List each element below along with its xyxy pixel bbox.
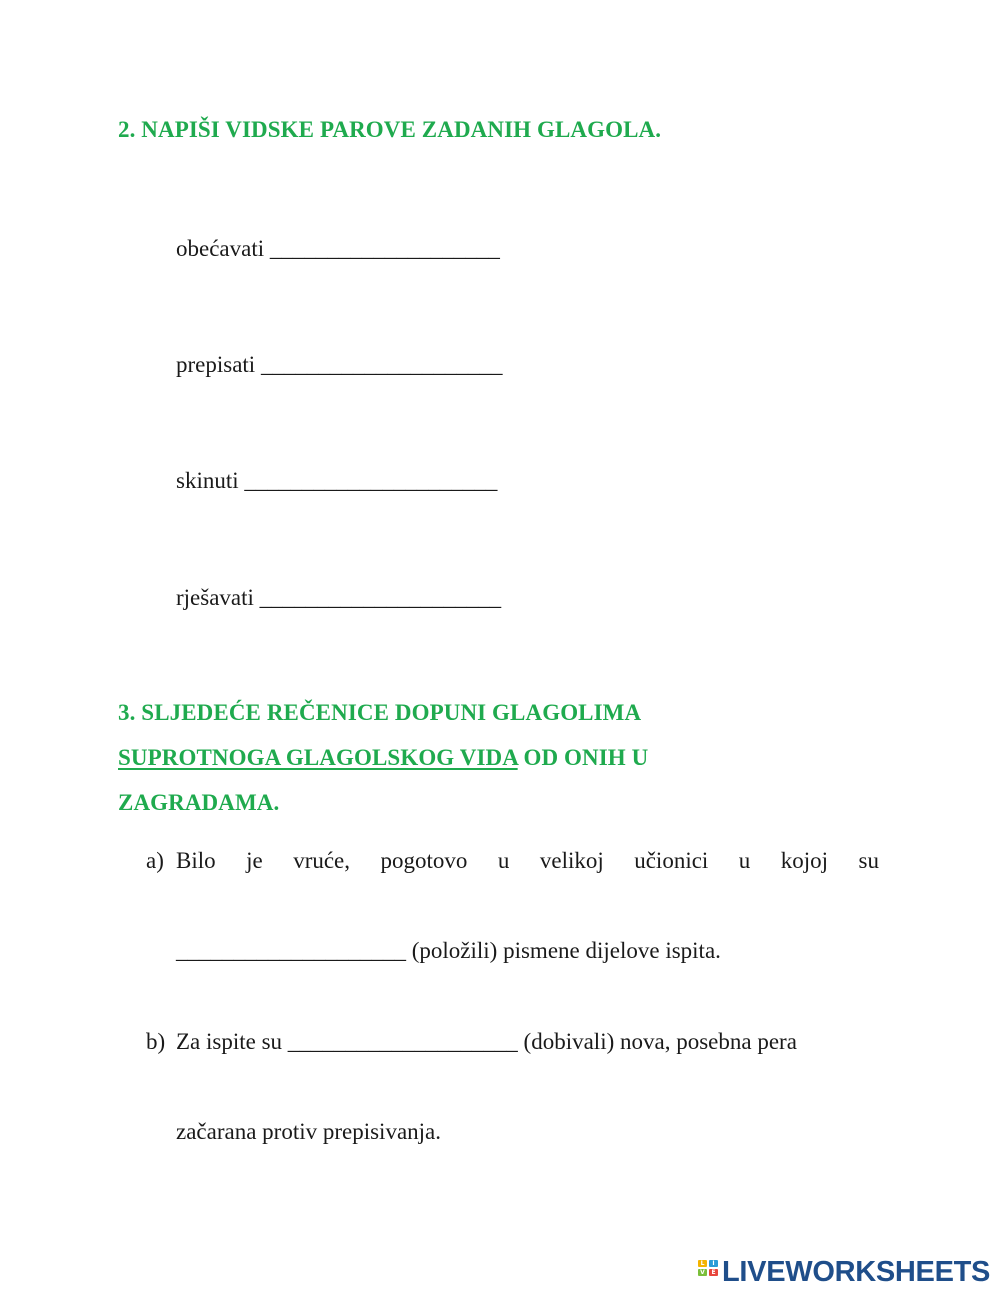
sentence-b-marker: b) [146, 1029, 166, 1054]
logo-mark-icon [698, 1260, 720, 1286]
sentence-a-rest: (položili) pismene dijelove ispita. [406, 938, 721, 963]
logo-text: LIVEWORKSHEETS [722, 1256, 991, 1288]
answer-blank[interactable]: ____________________ [269, 236, 500, 261]
logo-letter-tile: E [709, 1269, 718, 1276]
sentence-a-line1: Bilo je vruće, pogotovo u velikoj učionici u kojoj su [176, 848, 879, 873]
sentence-b-rest: (dobivali) nova, posebna pera [517, 1029, 797, 1054]
verb-label: prepisati [176, 352, 256, 377]
task3-heading-line2 [118, 745, 648, 771]
sentence-b-line2: začarana protiv prepisivanja. [176, 1119, 442, 1144]
task3-heading-line3: ZAGRADAMA. [118, 790, 280, 815]
task2-item-1 [176, 236, 500, 262]
logo-letter-tile: V [698, 1269, 707, 1276]
sentence-b-line1 [176, 1029, 797, 1055]
answer-blank[interactable]: ____________________ [287, 1029, 518, 1054]
verb-label: rješavati [176, 585, 254, 610]
sentence-a-marker: a) [146, 848, 164, 873]
sentence-a-line2 [176, 938, 721, 964]
task2-heading: 2. NAPIŠI VIDSKE PAROVE ZADANIH GLAGOLA. [118, 117, 662, 142]
logo-letter-tile: L [698, 1260, 707, 1267]
answer-blank[interactable]: ______________________ [244, 468, 498, 493]
verb-label: skinuti [176, 468, 239, 493]
task2-item-4 [176, 585, 501, 611]
verb-label: obećavati [176, 236, 265, 261]
task3-heading-line1: 3. SLJEDEĆE REČENICE DOPUNI GLAGOLIMA [118, 700, 642, 725]
task3-heading-underlined: SUPROTNOGA GLAGOLSKOG VIDA [118, 745, 518, 770]
answer-blank[interactable]: _____________________ [259, 585, 502, 610]
answer-blank[interactable]: ____________________ [176, 938, 406, 963]
logo-letter-tile: I [709, 1260, 718, 1267]
liveworksheets-logo [698, 1256, 990, 1289]
answer-blank[interactable]: _____________________ [260, 352, 503, 377]
sentence-b-start: Za ispite su [176, 1029, 288, 1054]
task2-item-3 [176, 468, 497, 494]
task3-heading-rest: OD ONIH U [517, 745, 649, 770]
task2-item-2 [176, 352, 502, 378]
